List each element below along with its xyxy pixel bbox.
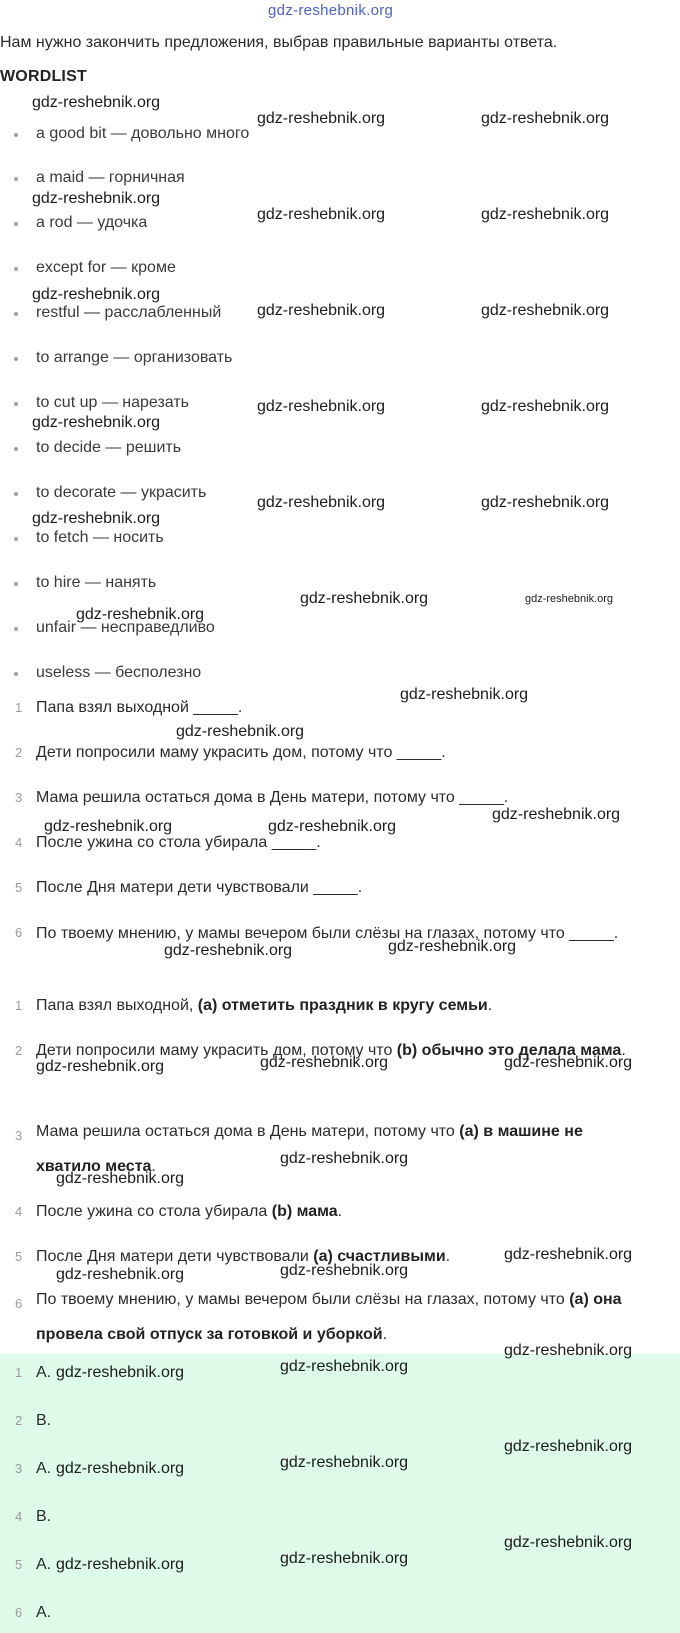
watermark: gdz-reshebnik.org [268, 818, 397, 835]
answer-key-panel [0, 1354, 680, 1633]
watermark: gdz-reshebnik.org [481, 110, 610, 127]
watermark: gdz-reshebnik.org [56, 1170, 185, 1187]
watermark: gdz-reshebnik.org [280, 1358, 409, 1375]
watermark: gdz-reshebnik.org [280, 1150, 409, 1167]
watermark: gdz-reshebnik.org [504, 1246, 633, 1263]
task-intro: Нам нужно закончить предложения, выбрав правильные варианты ответа. [0, 34, 558, 51]
watermark: gdz-reshebnik.org [300, 590, 429, 607]
bullet-icon [14, 312, 18, 316]
watermark: gdz-reshebnik.org [260, 1054, 389, 1071]
bullet-icon [14, 222, 18, 226]
watermark: gdz-reshebnik.org [164, 942, 293, 959]
watermark: gdz-reshebnik.org [481, 494, 610, 511]
watermark: gdz-reshebnik.org [32, 510, 161, 527]
watermark: gdz-reshebnik.org [56, 1266, 185, 1283]
watermark: gdz-reshebnik.org [400, 686, 529, 703]
watermark: gdz-reshebnik.org [280, 1262, 409, 1279]
watermark: gdz-reshebnik.org [176, 723, 305, 740]
watermark: gdz-reshebnik.org [32, 286, 161, 303]
bullet-icon [14, 267, 18, 271]
bullet-icon [14, 492, 18, 496]
watermark: gdz-reshebnik.org [504, 1534, 633, 1551]
watermark: gdz-reshebnik.org [257, 494, 386, 511]
watermark: gdz-reshebnik.org [36, 1058, 165, 1075]
watermark: gdz-reshebnik.org [32, 190, 161, 207]
watermark: gdz-reshebnik.org [504, 1342, 633, 1359]
watermark: gdz-reshebnik.org [525, 593, 614, 605]
bullet-icon [14, 133, 18, 137]
bullet-icon [14, 672, 18, 676]
bullet-icon [14, 177, 18, 181]
watermark: gdz-reshebnik.org [56, 1364, 185, 1381]
watermark: gdz-reshebnik.org [388, 938, 517, 955]
bullet-icon [14, 357, 18, 361]
watermark: gdz-reshebnik.org [44, 818, 173, 835]
watermark: gdz-reshebnik.org [32, 94, 161, 111]
watermark: gdz-reshebnik.org [56, 1460, 185, 1477]
watermark: gdz-reshebnik.org [481, 206, 610, 223]
bullet-icon [14, 582, 18, 586]
bullet-icon [14, 447, 18, 451]
watermark: gdz-reshebnik.org [76, 606, 205, 623]
bullet-icon [14, 537, 18, 541]
bullet-icon [14, 402, 18, 406]
watermark: gdz-reshebnik.org [481, 302, 610, 319]
watermark: gdz-reshebnik.org [257, 206, 386, 223]
watermark: gdz-reshebnik.org [56, 1556, 185, 1573]
watermark: gdz-reshebnik.org [32, 414, 161, 431]
watermark: gdz-reshebnik.org [492, 806, 621, 823]
watermark: gdz-reshebnik.org [280, 1454, 409, 1471]
watermark: gdz-reshebnik.org [504, 1438, 633, 1455]
watermark: gdz-reshebnik.org [257, 302, 386, 319]
wordlist-title: WORDLIST [0, 68, 87, 85]
watermark: gdz-reshebnik.org [257, 110, 386, 127]
watermark: gdz-reshebnik.org [280, 1550, 409, 1567]
watermark: gdz-reshebnik.org [481, 398, 610, 415]
site-domain-label[interactable]: gdz-reshebnik.org [268, 2, 394, 19]
bullet-icon [14, 627, 18, 631]
watermark: gdz-reshebnik.org [257, 398, 386, 415]
watermark: gdz-reshebnik.org [504, 1054, 633, 1071]
